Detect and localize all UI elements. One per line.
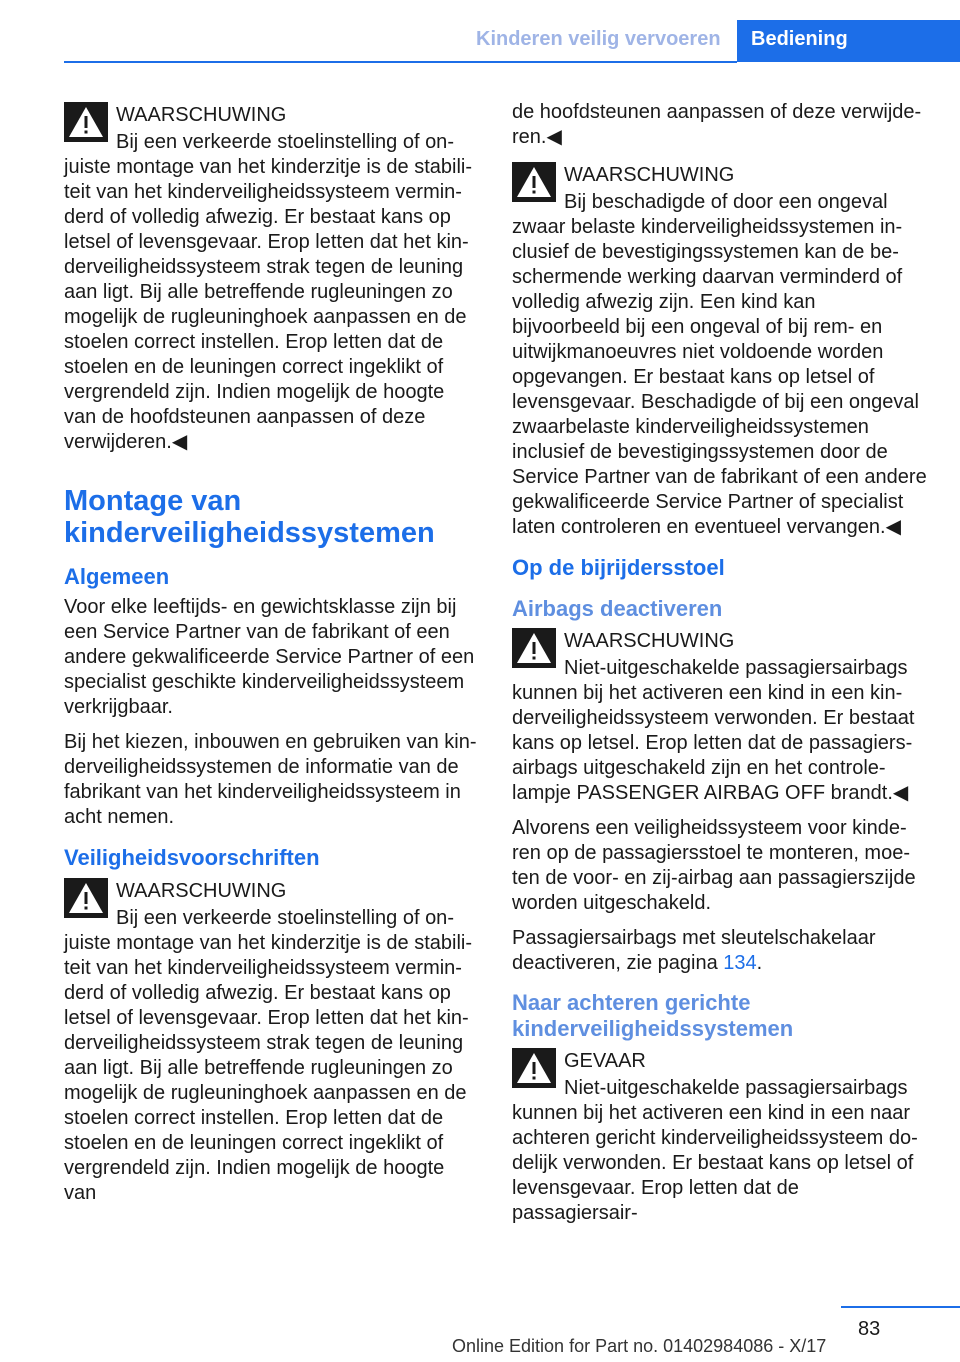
warning-block <box>64 100 480 455</box>
section-title: Kinderen veilig vervoeren <box>476 28 721 50</box>
paragraph-continuation: de hoofdsteunen aanpassen of deze verwijderen.◀ <box>512 101 922 148</box>
paragraph-end: . <box>756 952 763 974</box>
paragraph-text: Passagiersairbags met sleutelschakelaar deactiveren, zie pagina <box>512 927 876 974</box>
right-column <box>512 100 928 1236</box>
warning-label: WAARSCHUWING <box>116 104 287 126</box>
subheading-general: Algemeen <box>64 564 170 589</box>
chapter-tab <box>737 20 960 62</box>
warning-block <box>64 876 480 1206</box>
danger-text: Niet-uitgeschakelde passagiersairbags kunnen bij het activeren een kind in een naar achteren gericht kinderveiligheidssysteem dodelijk verwonden. Er bestaat kans op letsel of levensgevaar. Erop letten dat de passagiersair- <box>512 1077 918 1224</box>
warning-text: Bij een verkeerde stoelinstelling of onjuiste montage van het kinderzitje is de stabiliteit van het kinderveiligheidssysteem verminderd of volledig afwezig. Er bestaat kans op letsel of levensgevaar. Erop letten dat het kinderveiligheidssysteem strak tegen de leuning aan ligt. Bij alle betreffende rugleuningen zo mogelijk de rugleuninghoek aanpassen en de stoelen correct instellen. Erop letten dat de stoelen en de leuningen correct ingeklikt of vergrendeld zijn. Indien mogelijk de hoogte van <box>64 907 472 1204</box>
left-column <box>64 100 480 1216</box>
page-number: 83 <box>858 1318 881 1340</box>
section-heading: Montage van kinderveiligheidssystemen <box>64 485 435 549</box>
warning-block <box>512 160 928 540</box>
warning-icon <box>64 102 108 142</box>
warning-icon <box>512 1048 556 1088</box>
danger-block <box>512 1046 928 1226</box>
header-rule <box>64 61 737 63</box>
footer-rule <box>841 1306 960 1308</box>
subheading-passenger-seat: Op de bijrijdersstoel <box>512 555 725 580</box>
warning-icon <box>512 162 556 202</box>
chapter-title: Bediening <box>751 28 848 50</box>
warning-icon <box>512 628 556 668</box>
subheading-rear-facing: Naar achteren gerichte kinderveiligheidssystemen <box>512 990 794 1041</box>
warning-text: Bij beschadigde of door een ongeval zwaar belaste kinderveiligheidssystemen inclusief de bevestigingssystemen kan de beschermende werking daarvan verminderd of volledig afwezig zijn. Een kind kan bijvoorbeeld bij een ongeval of bij rem- en uitwijkmanoeuvres niet voldoende worden opgevangen. Er bestaat kans op letsel of levensgevaar. Beschadigde of bij een ongeval zwaarbelaste kinderveiligheidssystemen inclusief de bevestigingssystemen door de Service Partner van de fabrikant of een andere gekwalificeerde Service Partner of specialist laten controleren en eventueel vervangen.◀ <box>512 191 927 538</box>
paragraph <box>512 926 928 976</box>
paragraph: Voor elke leeftijds- en gewichtsklasse zijn bij een Service Partner van de fabrikant of een andere gekwalificeerde Service Partner of een specialist geschikte kinderveiligheidssysteem verkrijgbaar. <box>64 596 475 718</box>
danger-label: GEVAAR <box>564 1050 646 1072</box>
page-link[interactable]: 134 <box>723 952 757 974</box>
page-header <box>0 0 960 62</box>
paragraph: Alvorens een veiligheidssysteem voor kinderen op de passagiersstoel te monteren, moeten de voor- en zij-airbag aan passagierszijde worden uitgeschakeld. <box>512 817 916 914</box>
warning-label: WAARSCHUWING <box>564 630 735 652</box>
warning-label: WAARSCHUWING <box>116 880 287 902</box>
edition-footer: Online Edition for Part no. 01402984086 - X/17 <box>452 1336 827 1356</box>
subheading-safety: Veiligheidsvoorschriften <box>64 845 320 870</box>
warning-text: Bij een verkeerde stoelinstelling of onjuiste montage van het kinderzitje is de stabiliteit van het kinderveiligheidssysteem verminderd of volledig afwezig. Er bestaat kans op letsel of levensgevaar. Erop letten dat het kinderveiligheidssysteem strak tegen de leuning aan ligt. Bij alle betreffende rugleuningen zo mogelijk de rugleuninghoek aanpassen en de stoelen correct instellen. Erop letten dat de stoelen en de leuningen correct ingeklikt of vergrendeld zijn. Indien mogelijk de hoogte van de hoofdsteunen aanpassen of deze verwijderen.◀ <box>64 131 472 453</box>
warning-icon <box>64 878 108 918</box>
warning-block <box>512 626 928 806</box>
warning-text: Niet-uitgeschakelde passagiersairbags kunnen bij het activeren een kind in een kinderveiligheidssysteem verwonden. Er bestaat kans op letsel. Erop letten dat de passagiersairbags uitgeschakeld zijn en het controlelampje PASSENGER AIRBAG OFF brandt.◀ <box>512 657 915 804</box>
warning-label: WAARSCHUWING <box>564 164 735 186</box>
paragraph: Bij het kiezen, inbouwen en gebruiken van kinderveiligheidssystemen de informatie van de fabrikant van het kinderveiligheidssysteem in acht nemen. <box>64 731 477 828</box>
subheading-airbags: Airbags deactiveren <box>512 596 723 621</box>
